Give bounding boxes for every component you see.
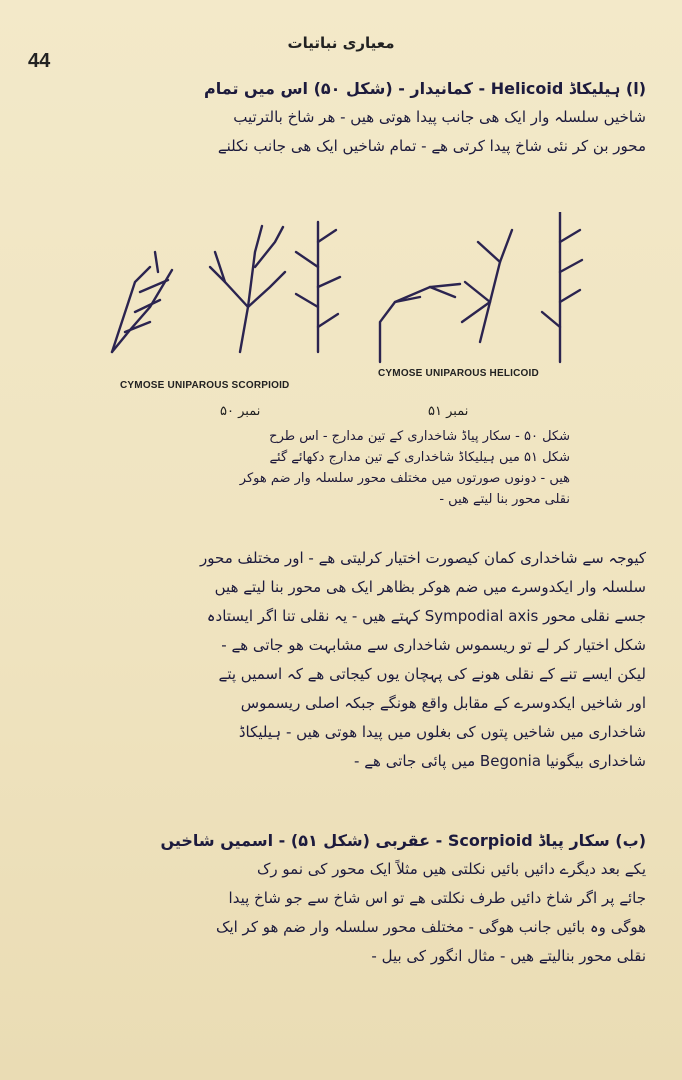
text-line: نقلی محور بنالیتے ھیں - مثال انگور کی بیل - [371,947,646,965]
helicoid-stage-2 [462,230,512,342]
figure-number-50: نمبر ۵۰ [220,404,261,419]
text-line: شاخداری بیگونیا Begonia میں پائی جاتی ھے - [354,752,646,770]
caption-line: شکل ۵۱ میں ہیلیکاڈ شاخداری کے تین مدارج دکھائے گئے [269,450,570,465]
scorpioid-figure-label: CYMOSE UNIPAROUS SCORPIOID [120,380,290,391]
text-line: یکے بعد دیگرے دائیں بائیں نکلتی ھیں مثلاً ایک محور کی نمو رک [257,860,646,878]
scorpioid-section [28,826,646,971]
text-line: جسے نقلی محور Sympodial axis کہتے ھیں - یہ نقلی تنا اگر ایستادہ [206,607,646,625]
running-title: معیاری نباتیات [287,34,395,52]
scorpioid-stage-1 [112,252,172,352]
text-line: شاخیں سلسلہ وار ایک ھی جانب پیدا ھوتی ھیں - ھر شاخ بالترتیب [233,108,646,126]
helicoid-figure-label: CYMOSE UNIPAROUS HELICOID [378,368,539,379]
text-line: سلسلہ وار ایکدوسرے میں ضم ھوکر بظاھر ایک ھی محور بنا لیتے ھیں [214,578,646,596]
caption-line: نقلی محور بنا لیتے ھیں - [439,492,570,507]
figure-cymose-branching [0,212,682,402]
text-line: کیوجہ سے شاخداری کمان کیصورت اختیار کرلیتی ھے - اور مختلف محور [200,549,646,567]
caption-line: شکل ۵۰ - سکار پیاڈ شاخداری کے تین مدارج - اس طرح [269,429,570,444]
caption-line: ھیں - دونوں صورتوں میں مختلف محور سلسلہ وار ضم ھوکر [239,471,570,486]
text-line: ھوگی وہ بائیں جانب ھوگی - مختلف محور سلسلہ وار ضم ھو کر ایک [216,918,646,936]
text-line: اور شاخیں ایکدوسرے کے مقابل واقع ھونگے جبکہ اصلی ریسموس [240,694,646,712]
text-line: جائے پر اگر شاخ دائیں طرف نکلتی ھے تو اس شاخ سے جو شاخ پیدا [228,889,646,907]
scorpioid-stage-3 [296,222,340,352]
page-number: 44 [28,50,51,72]
helicoid-heading: (ا) ہیلیکاڈ Helicoid - کمانیدار - (شکل ۵۰) اس میں تمام [204,79,646,98]
figure-caption [120,426,570,510]
scorpioid-heading: (ب) سکار پیاڈ Scorpioid - عقربی (شکل ۵۱) - اسمیں شاخیں [160,831,646,850]
figure-number-51: نمبر ۵۱ [428,404,469,419]
branching-diagram [0,212,682,402]
intro-paragraph [28,74,646,161]
text-line: محور بن کر نئی شاخ پیدا کرتی ھے - تمام شاخیں ایک ھی جانب نکلنے [217,137,646,155]
helicoid-stage-3 [542,212,582,362]
text-line: شکل اختیار کر لے تو ریسموس شاخداری سے مشابہت ھو جاتی ھے - [221,636,646,654]
body-paragraph [28,544,646,776]
scorpioid-stage-2 [210,226,285,352]
text-line: شاخداری میں شاخیں پتوں کی بغلوں میں پیدا ھوتی ھیں - ہیلیکاڈ [238,723,646,741]
text-line: لیکن ایسے تنے کے نقلی ھونے کی پہچان یوں کیجاتی ھے کہ اسمیں پتے [218,665,646,683]
helicoid-stage-1 [380,284,460,362]
